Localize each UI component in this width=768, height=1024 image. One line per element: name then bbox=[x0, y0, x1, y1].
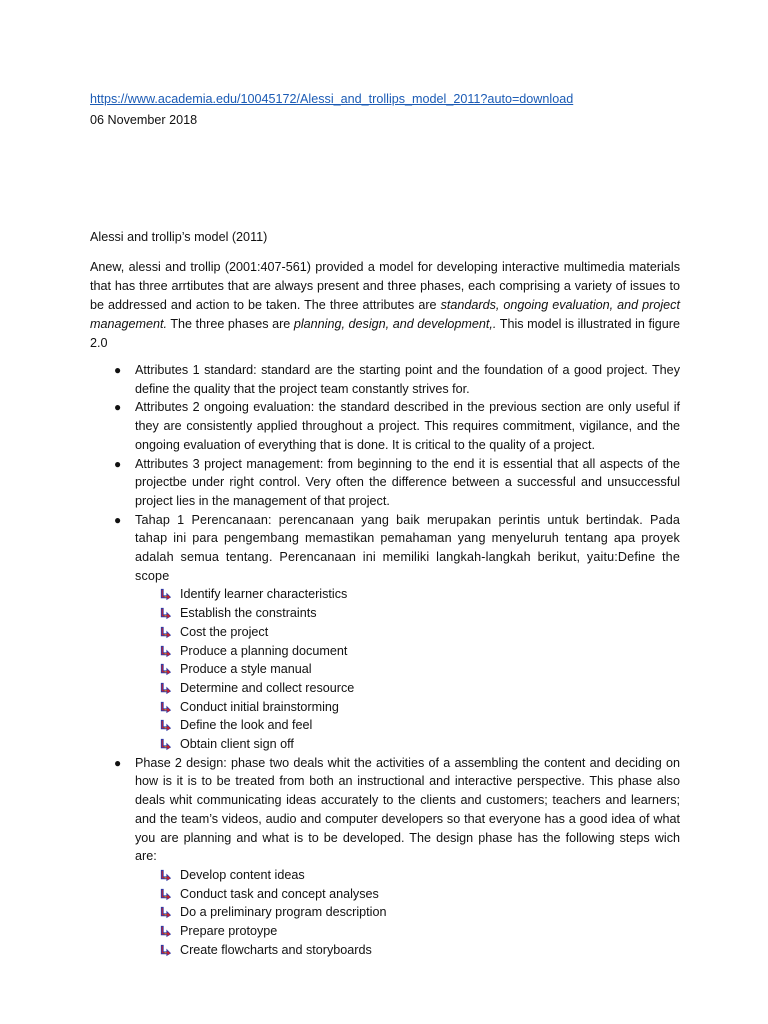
bullet-dot-icon: ● bbox=[114, 755, 122, 770]
bullet-dot-icon: ● bbox=[114, 512, 122, 527]
document-heading: Alessi and trollip’s model (2011) bbox=[90, 230, 268, 244]
step-text: Define the look and feel bbox=[180, 718, 313, 733]
step-item bbox=[135, 679, 680, 698]
down-right-arrow-icon bbox=[159, 869, 172, 882]
down-right-arrow-icon bbox=[159, 682, 172, 695]
step-item bbox=[135, 866, 680, 885]
bullet-item bbox=[90, 361, 680, 398]
down-right-arrow-icon bbox=[159, 906, 172, 919]
intro-text-1: Anew, alessi and trollip (2001:407-561) provided a model for developing interactive multimedia materials that has three arrtibutes that are always present and three phases, each comprising a variety of issues to be addressed and action to be taken. The three attributes are bbox=[90, 260, 680, 312]
down-right-arrow-icon bbox=[159, 925, 172, 938]
down-right-arrow-icon bbox=[159, 738, 172, 751]
down-right-arrow-icon bbox=[159, 645, 172, 658]
intro-attributes-italic: standards, ongoing evaluation, and project management. bbox=[90, 298, 680, 331]
step-text: Determine and collect resource bbox=[180, 680, 355, 695]
down-right-arrow-icon bbox=[159, 588, 172, 601]
step-text: Prepare protoype bbox=[180, 924, 278, 939]
step-text: Produce a planning document bbox=[180, 643, 348, 658]
step-item bbox=[135, 885, 680, 904]
step-text: Create flowcharts and storyboards bbox=[180, 942, 372, 957]
step-text: Conduct task and concept analyses bbox=[180, 886, 379, 901]
source-link[interactable]: https://www.academia.edu/10045172/Alessi_and_trollips_model_2011?auto=download bbox=[90, 92, 574, 106]
bullet-text: Attributes 3 project management: from beginning to the end it is essential that all aspects of the projectbe under right control. Very often the difference between a successful and unsuccessful project lies in the management of that project. bbox=[135, 456, 680, 508]
bullet-text: Tahap 1 Perencanaan: perencanaan yang baik merupakan perintis untuk bertindak. Pada tahap ini para pengembang memastikan pemahaman yang menyeluruh tentang apa proyek adalah semua tentang. Perencanaan ini memiliki langkah-langkah berikut, yaitu:Define the scope bbox=[135, 512, 680, 583]
down-right-arrow-icon bbox=[159, 944, 172, 957]
step-item bbox=[135, 604, 680, 623]
step-text: Develop content ideas bbox=[180, 867, 305, 882]
bullet-item bbox=[90, 398, 680, 454]
step-item bbox=[135, 585, 680, 604]
step-text: Establish the constraints bbox=[180, 606, 317, 621]
step-text: Conduct initial brainstorming bbox=[180, 699, 339, 714]
bullet-item bbox=[90, 455, 680, 511]
step-item bbox=[135, 642, 680, 661]
step-item bbox=[135, 922, 680, 941]
down-right-arrow-icon bbox=[159, 719, 172, 732]
bullet-dot-icon: ● bbox=[114, 400, 122, 415]
step-item bbox=[135, 716, 680, 735]
bullet-item bbox=[90, 511, 680, 754]
down-right-arrow-icon bbox=[159, 626, 172, 639]
step-text: Do a preliminary program description bbox=[180, 905, 387, 920]
intro-paragraph bbox=[90, 258, 680, 353]
step-item bbox=[135, 698, 680, 717]
intro-text-3: This model is illustrated in figure 2.0 bbox=[90, 317, 680, 350]
down-right-arrow-icon bbox=[159, 701, 172, 714]
step-text: Obtain client sign off bbox=[180, 737, 294, 752]
bullet-text: Attributes 1 standard: standard are the starting point and the foundation of a good project. They define the quality that the project team constantly strives for. bbox=[135, 363, 680, 396]
main-bullet-list bbox=[90, 361, 680, 960]
step-item bbox=[135, 735, 680, 754]
step-item bbox=[135, 903, 680, 922]
down-right-arrow-icon bbox=[159, 607, 172, 620]
step-item bbox=[135, 941, 680, 960]
bullet-item bbox=[90, 754, 680, 960]
bullet-dot-icon: ● bbox=[114, 363, 122, 377]
down-right-arrow-icon bbox=[159, 888, 172, 901]
bullet-text: Attributes 2 ongoing evaluation: the standard described in the previous section are only useful if they are consistently applied throughout a project. This requires commitment, vigilance, and the ongoing evaluation of everything that is done. It is critical to the quality of a project. bbox=[135, 400, 680, 452]
intro-text-2: The three phases are bbox=[167, 317, 294, 331]
bullet-dot-icon: ● bbox=[114, 456, 122, 471]
step-text: Produce a style manual bbox=[180, 662, 312, 677]
intro-phases-italic: planning, design, and development,. bbox=[293, 317, 497, 331]
step-text: Cost the project bbox=[180, 624, 269, 639]
bullet-text: Phase 2 design: phase two deals whit the activities of a assembling the content and deciding on how is it is to be treated from both an instructional and interactive perspective. This phase also deals whit communicating ideas accurately to the clients and customers; teachers and learners; and the team’s videos, audio and computer developers so that everyone has a good idea of what you are planning and what is to be developed. The design phase has the following steps wich are: bbox=[135, 755, 680, 864]
document-date: 06 November 2018 bbox=[90, 113, 198, 127]
planning-steps-list bbox=[135, 585, 680, 753]
step-item bbox=[135, 660, 680, 679]
down-right-arrow-icon bbox=[159, 663, 172, 676]
design-steps-list bbox=[135, 866, 680, 960]
step-text: Identify learner characteristics bbox=[180, 587, 348, 602]
step-item bbox=[135, 623, 680, 642]
